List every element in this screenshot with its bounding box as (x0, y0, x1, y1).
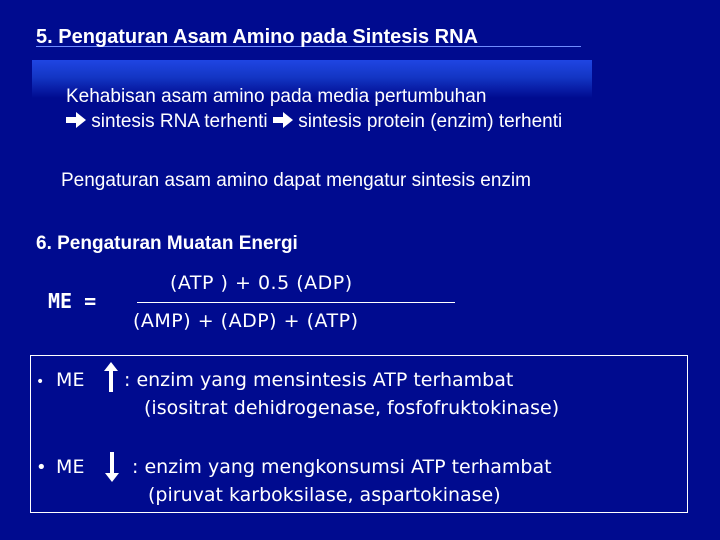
section6-title: 6. Pengaturan Muatan Energi (36, 233, 298, 254)
para1-line2-b: sintesis protein (enzim) terhenti (298, 111, 563, 132)
desc-line1: : enzim yang mengkonsumsi ATP terhambat (132, 456, 552, 478)
bullet: • (36, 374, 45, 390)
list-label: ME (56, 369, 85, 391)
desc-line1: : enzim yang mensintesis ATP terhambat (124, 369, 514, 391)
list-label: ME (56, 456, 85, 478)
formula-label: ME = (48, 289, 97, 313)
list-item-description (124, 366, 559, 422)
formula-denominator: (AMP) + (ADP) + (ATP) (133, 310, 359, 332)
amino-acid-paragraph (66, 84, 562, 134)
section5-title: 5. Pengaturan Asam Amino pada Sintesis RNA (36, 26, 478, 48)
section5-header (36, 26, 596, 49)
arrow-right-icon (66, 112, 86, 128)
bullet: • (36, 457, 47, 478)
formula-numerator: (ATP ) + 0.5 (ADP) (170, 272, 353, 294)
para1-line1: Kehabisan asam amino pada media pertumbuhan (66, 86, 487, 107)
arrow-right-icon (273, 112, 293, 128)
para1-line2-a: sintesis RNA terhenti (91, 111, 268, 132)
para1-line2 (66, 109, 562, 134)
fraction-line (137, 302, 455, 303)
list-item (36, 366, 84, 396)
list-item (36, 453, 84, 482)
desc-line2: (isositrat dehidrogenase, fosfofruktokinase) (144, 397, 560, 419)
arrow-down-icon (105, 452, 119, 482)
amino-acid-regulation-text: Pengaturan asam amino dapat mengatur sintesis enzim (61, 170, 531, 191)
arrow-up-icon (104, 362, 118, 392)
desc-line2: (piruvat karboksilase, aspartokinase) (148, 484, 501, 506)
list-item-description (132, 453, 552, 509)
